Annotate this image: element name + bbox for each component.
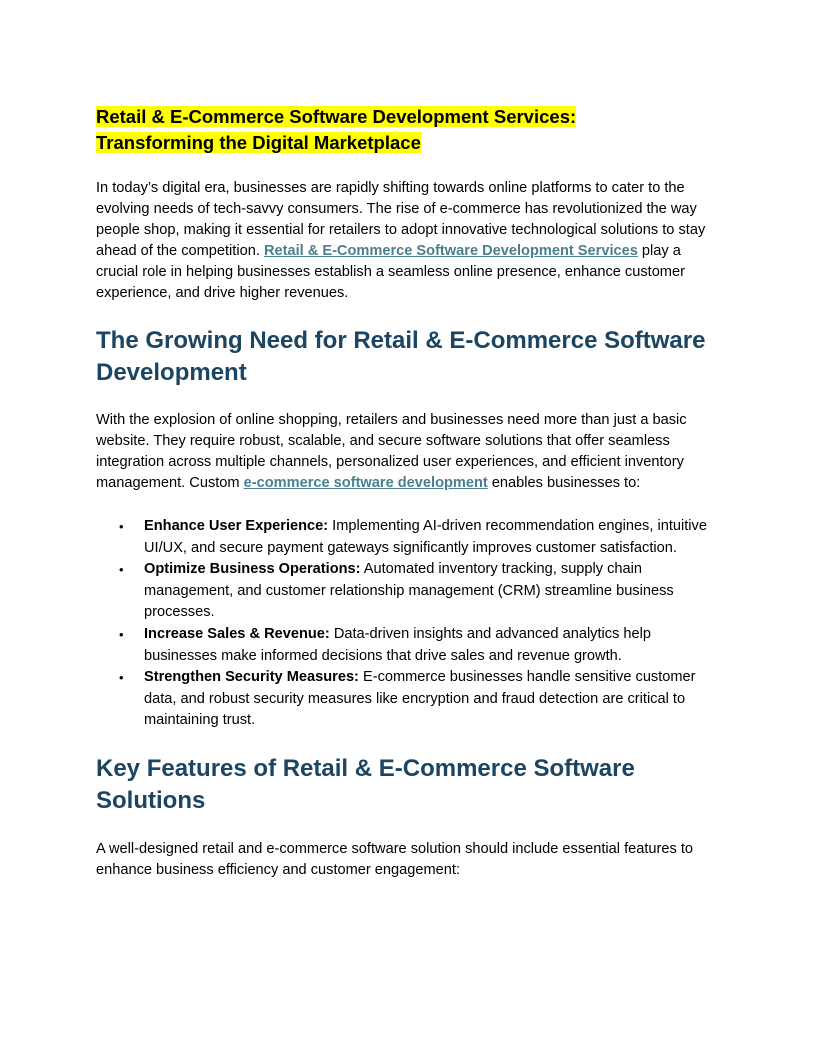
list-item-label: Strengthen Security Measures: [144,669,359,686]
retail-services-link[interactable]: Retail & E-Commerce Software Development Services [263,243,638,259]
list-item [119,624,720,667]
list-item-text: Automated inventory tracking, supply chain management, and customer relationship management (CRM) streamline business processes. [144,561,674,621]
list-item [119,667,720,732]
section-heading-key-features: Key Features of Retail & E-Commerce Software Solutions [96,754,635,814]
list-item-text: Data-driven insights and advanced analytics help businesses make informed decisions that drive sales and revenue growth. [144,625,652,664]
section1-text-before-link: With the explosion of online shopping, retailers and businesses need more than just a basic website. They require robust, scalable, and secure software solutions that offer seamless integration across multiple channels, personalized user experiences, and efficient inventory management. Custom [96,412,687,491]
section-heading-growing-need: The Growing Need for Retail & E-Commerce Software Development [96,327,706,386]
intro-paragraph [96,178,720,304]
list-item-label: Optimize Business Operations: [144,561,361,578]
title-line-1: Retail & E-Commerce Software Development Services: [96,106,577,127]
ecommerce-development-link[interactable]: e-commerce software development [243,475,488,491]
intro-text-after-link: play a crucial role in helping businesses establish a seamless online presence, enhance customer experience, and drive higher revenues. [96,243,685,301]
list-item-text: E-commerce businesses handle sensitive customer data, and robust security measures like encryption and fraud detection are critical to maintaining trust. [144,669,696,729]
intro-text-before-link: In today’s digital era, businesses are rapidly shifting towards online platforms to cater to the evolving needs of tech-savvy consumers. The rise of e-commerce has revolutionized the way people shop, making it essential for retailers to adopt innovative technological solutions to stay ahead of the competition. [96,180,706,259]
list-item-label: Increase Sales & Revenue: [144,625,330,642]
section1-text-after-link: enables businesses to: [487,475,641,491]
bullet-icon: • [119,519,124,534]
document-page [96,104,720,881]
bullet-icon: • [119,670,124,686]
list-item [119,516,720,559]
section1-paragraph [96,410,720,494]
list-item-text: Implementing AI-driven recommendation engines, intuitive UI/UX, and secure payment gateways significantly improves customer satisfaction. [144,518,707,556]
section2-paragraph: A well-designed retail and e-commerce software solution should include essential features to enhance business efficiency and customer engagement: [96,840,694,878]
list-item [119,559,720,624]
document-title [96,104,720,156]
list-item-label: Enhance User Experience: [144,518,329,534]
benefits-list [96,516,720,732]
title-line-2: Transforming the Digital Marketplace [96,132,421,153]
bullet-icon: • [119,562,124,578]
bullet-icon: • [119,626,124,642]
